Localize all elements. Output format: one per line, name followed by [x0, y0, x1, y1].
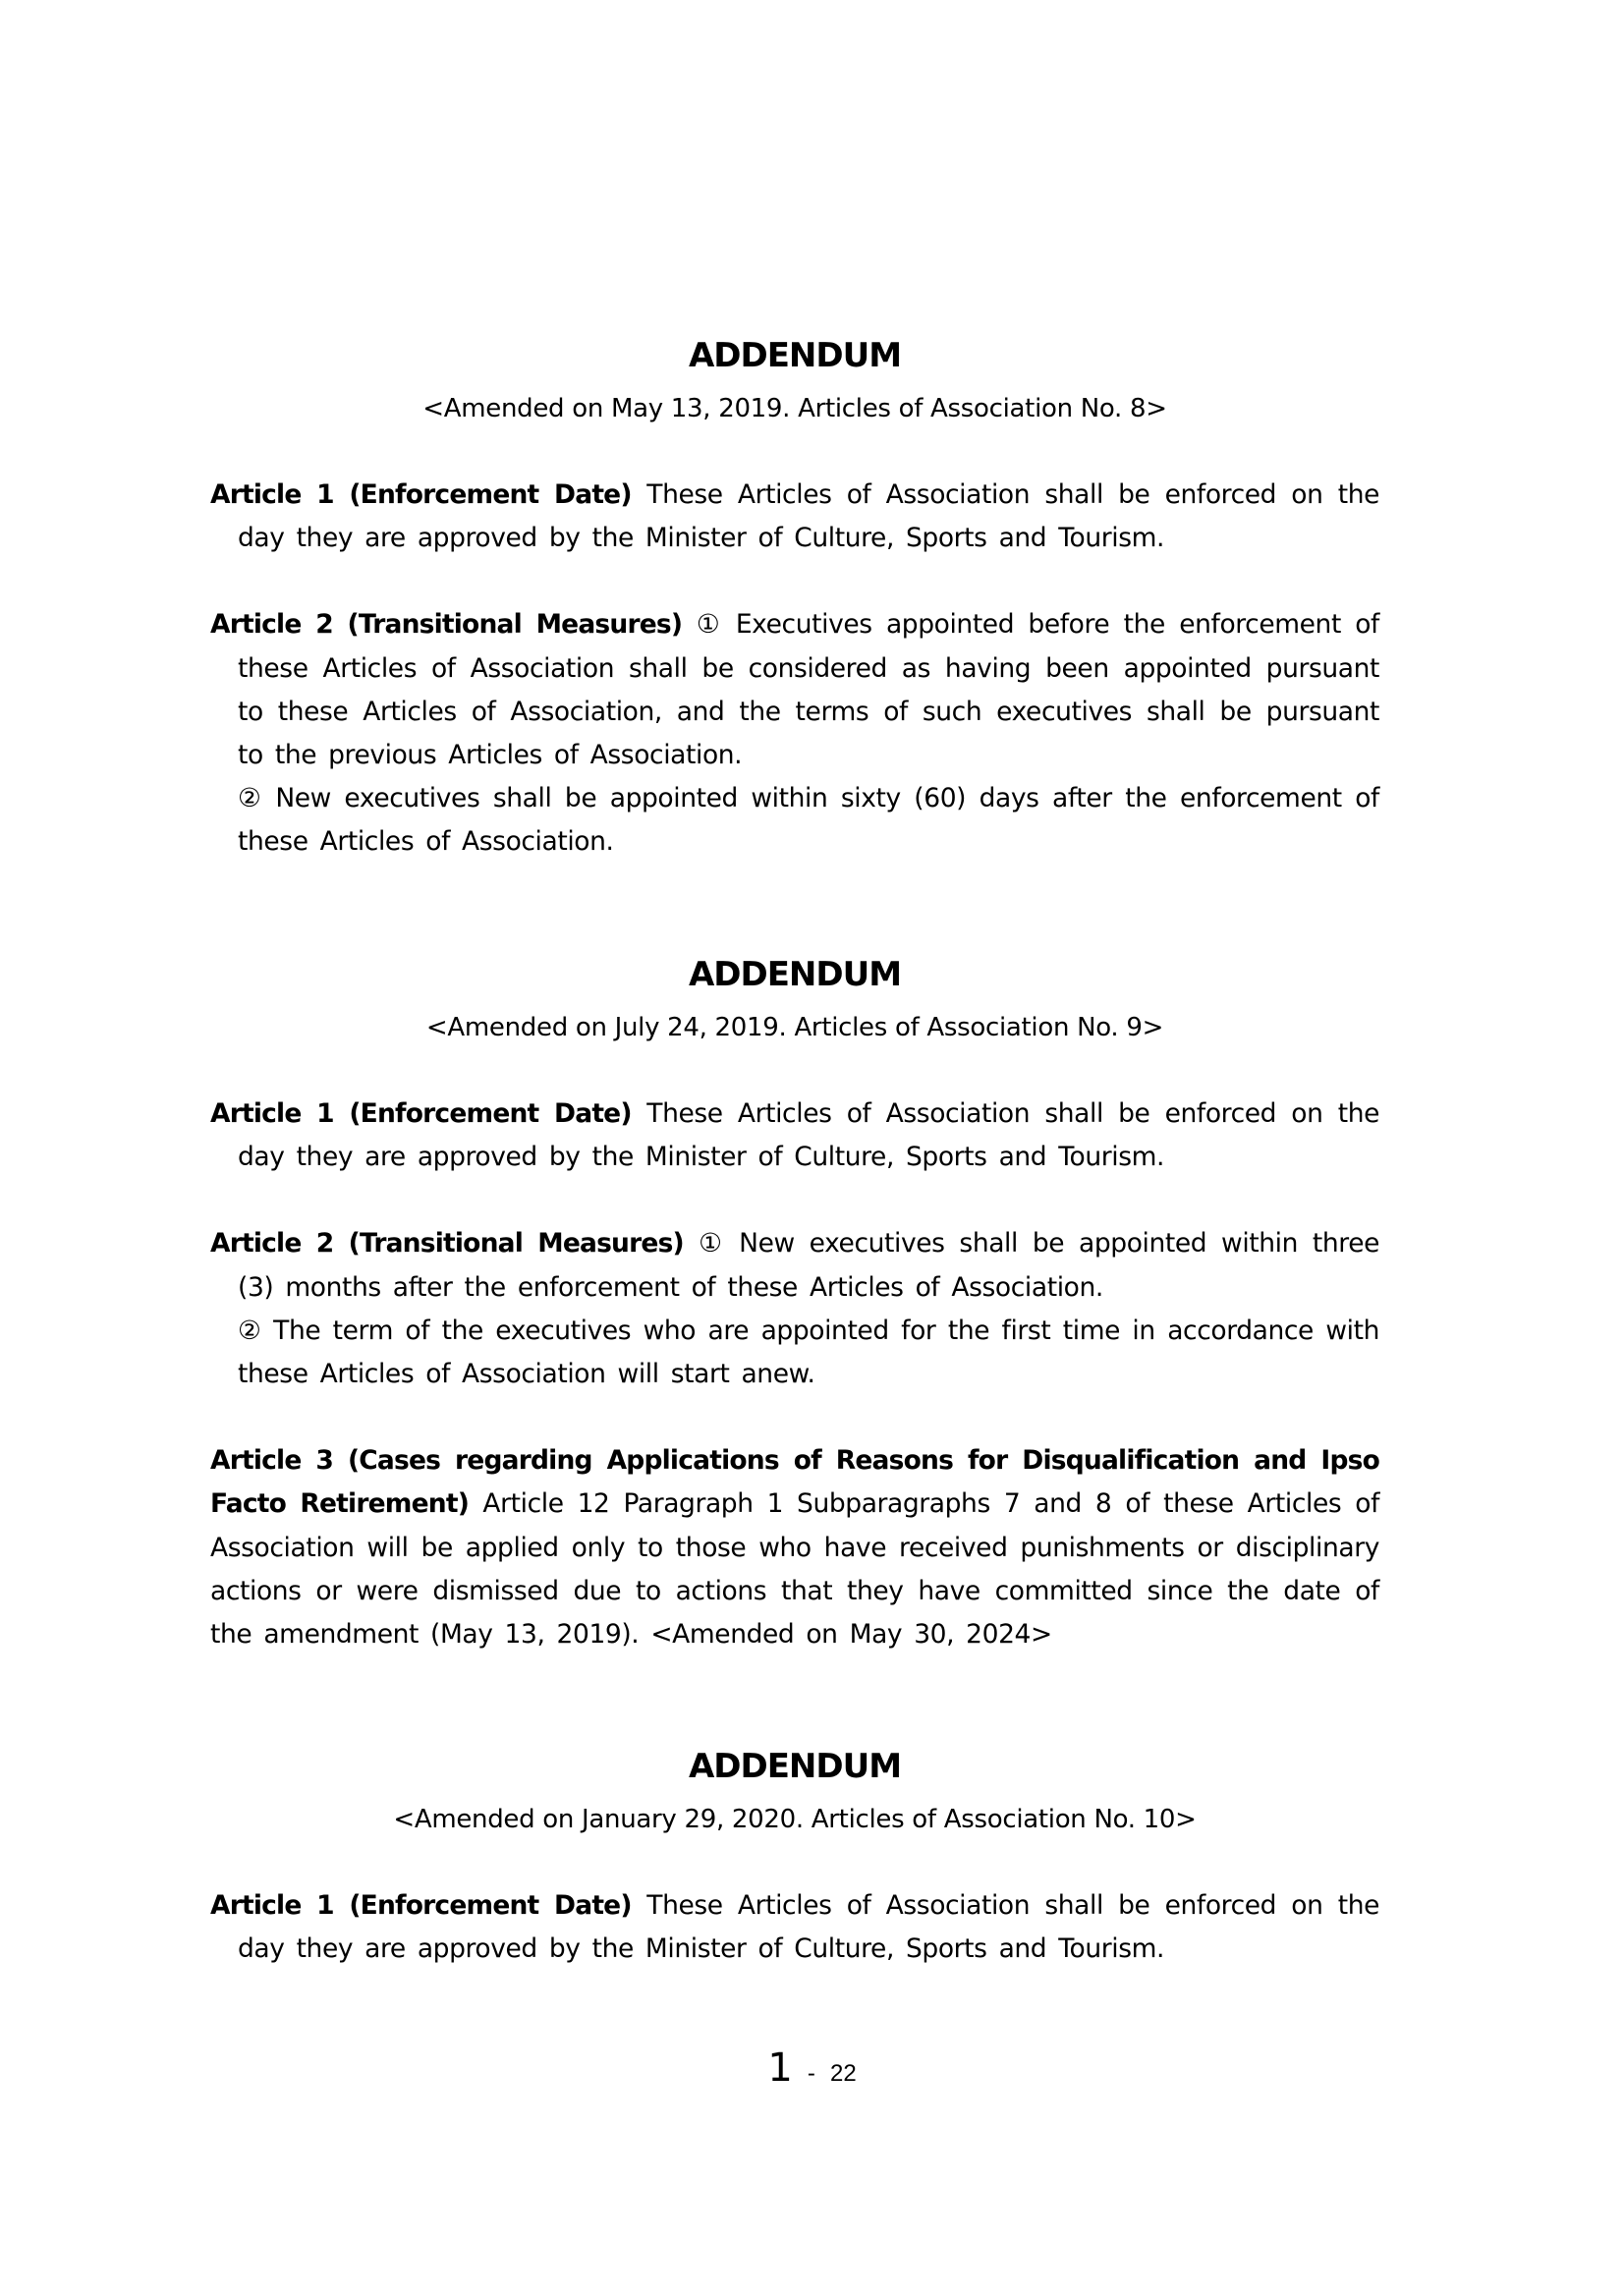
article-paragraph: These Articles of Association shall be enforced on the day they are approved by the Minister of Culture, Sports and Tourism.	[238, 479, 1379, 554]
page-chapter: 1	[767, 2045, 793, 2091]
article-paragraph: These Articles of Association shall be enforced on the day they are approved by the Minister of Culture, Sports and Tourism.	[238, 1890, 1379, 1965]
addendum-section	[210, 1745, 1379, 1971]
article	[210, 1092, 1379, 1179]
addendum-title: ADDENDUM	[688, 955, 902, 994]
article-paragraph: ② New executives shall be appointed within sixty (60) days after the enforcement of these Articles of Association.	[238, 783, 1379, 858]
article	[210, 603, 1379, 864]
page-separator: -	[807, 2060, 815, 2087]
article-heading: Article 3 (Cases regarding Applications of Reasons for Disqualification and Ipso Facto Retirement)	[210, 1445, 1379, 1520]
article-heading: Article 1 (Enforcement Date)	[210, 1098, 647, 1129]
article	[210, 1439, 1379, 1656]
addendum-subtitle: <Amended on May 13, 2019. Articles of Association No. 8>	[422, 394, 1167, 423]
addendum-section	[210, 953, 1379, 1656]
article-paragraph: Article 12 Paragraph 1 Subparagraphs 7 and 8 of these Articles of Association will be applied only to those who have received punishments or disciplinary actions or were dismissed due to actions that they have committed since the date of the amendment (May 13, 2019). <Amended on May 30, 2024>	[210, 1488, 1380, 1651]
addendum-title: ADDENDUM	[688, 336, 902, 375]
addendum-section	[210, 334, 1379, 865]
article-paragraph: ① Executives appointed before the enforcement of these Articles of Association shall be considered as having been appointed pursuant to these Articles of Association, and the terms of such executives shall be pursuant to the previous Articles of Association.	[238, 609, 1379, 771]
page-number	[0, 2045, 1624, 2091]
article	[210, 1222, 1379, 1396]
article	[210, 474, 1379, 560]
article-heading: Article 2 (Transitional Measures)	[210, 1228, 700, 1260]
addendum-title: ADDENDUM	[688, 1747, 902, 1786]
article-heading: Article 2 (Transitional Measures)	[210, 609, 697, 641]
addendum-subtitle: <Amended on January 29, 2020. Articles of Association No. 10>	[393, 1805, 1197, 1834]
article-paragraph: These Articles of Association shall be enforced on the day they are approved by the Minister of Culture, Sports and Tourism.	[238, 1098, 1379, 1173]
page-index: 22	[829, 2060, 857, 2087]
article-paragraph: ① New executives shall be appointed within three (3) months after the enforcement of these Articles of Association.	[238, 1228, 1379, 1303]
article-heading: Article 1 (Enforcement Date)	[210, 1890, 647, 1921]
article-paragraph: ② The term of the executives who are appointed for the first time in accordance with these Articles of Association will start anew.	[238, 1315, 1379, 1390]
article-heading: Article 1 (Enforcement Date)	[210, 479, 647, 510]
article	[210, 1884, 1379, 1971]
addendum-subtitle: <Amended on July 24, 2019. Articles of Association No. 9>	[425, 1013, 1164, 1042]
